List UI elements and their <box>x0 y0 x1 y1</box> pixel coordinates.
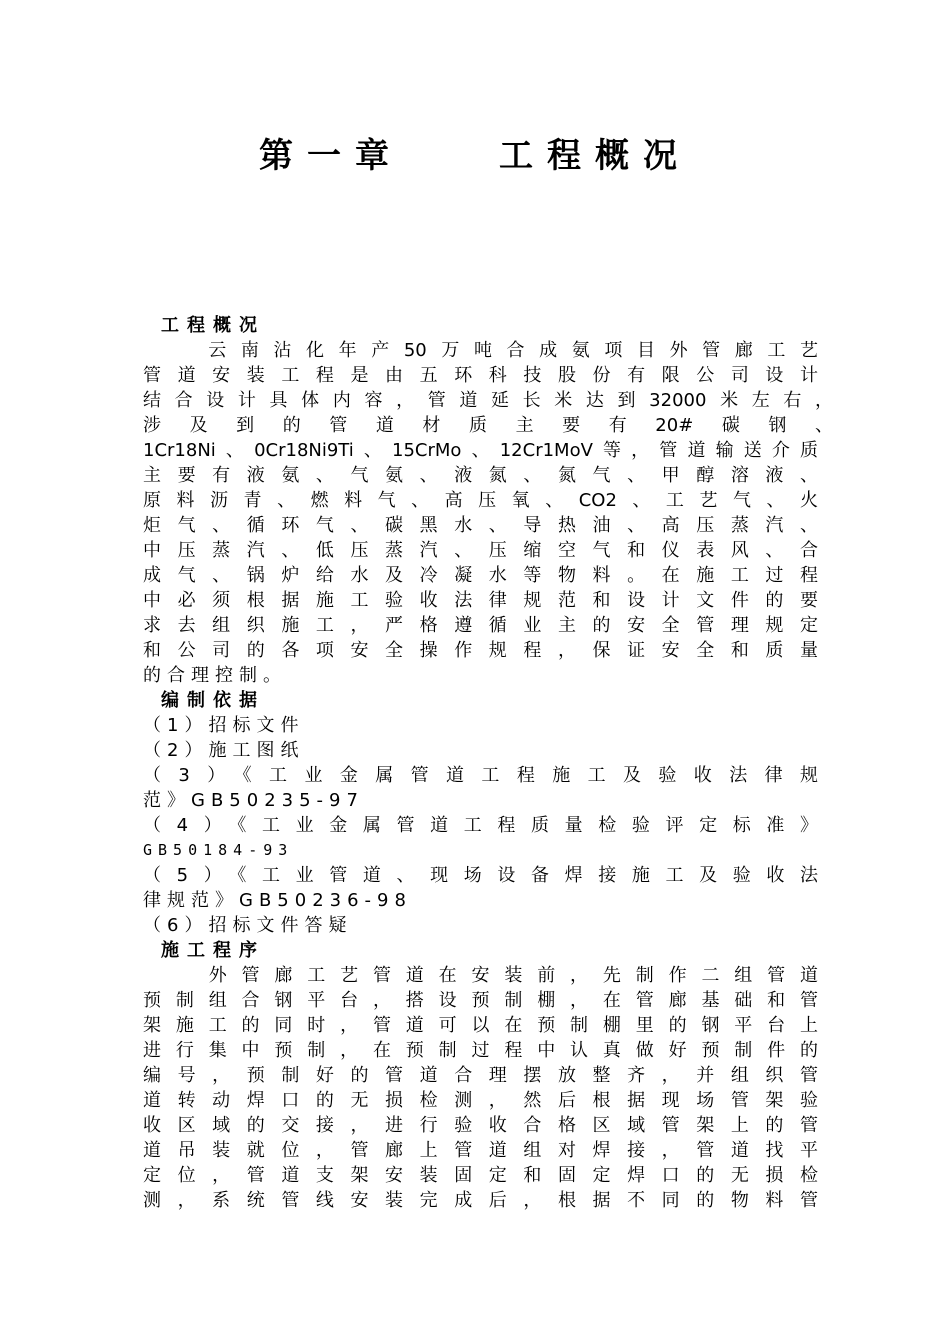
document-body <box>143 313 833 1213</box>
paragraph-line: 1Cr18Ni、0Cr18Ni9Ti、15CrMo、12Cr1MoV等，管道输送介质 <box>143 440 818 461</box>
paragraph-line: 主要有液氨、气氨、液氮、氮气、甲醇溶液、 <box>143 465 818 486</box>
section-heading-overview: 工程概况 <box>161 315 265 336</box>
paragraph-line: 和公司的各项安全操作规程，保证安全和质量 <box>143 640 818 661</box>
list-item: （1）招标文件 <box>143 715 305 736</box>
paragraph-line: 编号，预制好的管道合理摆放整齐，并组织管 <box>143 1065 818 1086</box>
paragraph-line: 预制组合钢平台，搭设预制棚，在管廊基础和管 <box>143 990 818 1011</box>
paragraph-line: 求去组织施工，严格遵循业主的安全管理规定 <box>143 615 818 636</box>
paragraph-line: 成气、锅炉给水及冷凝水等物料。在施工过程 <box>143 565 818 586</box>
paragraph-line: 中压蒸汽、低压蒸汽、压缩空气和仪表风、合 <box>143 540 818 561</box>
paragraph-line: 道转动焊口的无损检测，然后根据现场管架验 <box>143 1090 818 1111</box>
paragraph-line: 定位，管道支架安装固定和固定焊口的无损检 <box>143 1165 818 1186</box>
list-item: （4）《工业金属管道工程质量检验评定标准》 <box>143 815 818 836</box>
list-item-continuation: GB50184-93 <box>143 841 294 859</box>
paragraph-line: 进行集中预制，在预制过程中认真做好预制件的 <box>143 1040 818 1061</box>
chapter-title: 第一章 工程概况 <box>259 136 691 176</box>
paragraph-line: 架施工的同时，管道可以在预制棚里的钢平台上 <box>143 1015 818 1036</box>
list-item-continuation: 律规范》GB50236-98 <box>143 890 412 911</box>
paragraph-line: 测，系统管线安装完成后，根据不同的物料管 <box>143 1190 818 1211</box>
list-item: （3）《工业金属管道工程施工及验收法律规 <box>143 765 818 786</box>
paragraph-line: 涉及到的管道材质主要有20#碳钢、 <box>143 415 833 436</box>
paragraph-line: 炬气、循环气、碳黑水、导热油、高压蒸汽、 <box>143 515 818 536</box>
section-heading-basis: 编制依据 <box>161 690 265 711</box>
list-item: （2）施工图纸 <box>143 740 305 761</box>
paragraph-line: 道吊装就位，管廊上管道组对焊接，管道找平 <box>143 1140 818 1161</box>
paragraph-line: 外管廊工艺管道在安装前，先制作二组管道 <box>143 965 818 986</box>
paragraph-line: 云南沾化年产50万吨合成氨项目外管廊工艺 <box>143 340 818 361</box>
paragraph-line: 结合设计具体内容，管道延长米达到32000米左右， <box>143 390 833 411</box>
list-item-continuation: 范》GB50235-97 <box>143 790 364 811</box>
paragraph-line: 中必须根据施工验收法律规范和设计文件的要 <box>143 590 818 611</box>
paragraph-line: 的合理控制。 <box>143 665 287 686</box>
paragraph-line: 收区域的交接，进行验收合格区域管架上的管 <box>143 1115 818 1136</box>
paragraph-line: 管道安装工程是由五环科技股份有限公司设计 <box>143 365 818 386</box>
list-item: （6）招标文件答疑 <box>143 915 353 936</box>
section-heading-procedure: 施工程序 <box>161 940 265 961</box>
paragraph-line: 原料沥青、燃料气、高压氧、CO2、工艺气、火 <box>143 490 818 511</box>
list-item: （5）《工业管道、现场设备焊接施工及验收法 <box>143 865 818 886</box>
